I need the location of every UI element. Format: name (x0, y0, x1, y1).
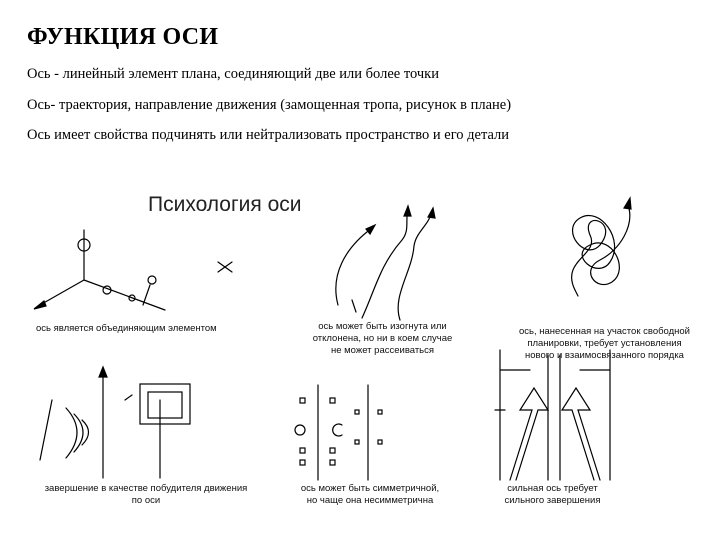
curved-axes-sketch (336, 206, 435, 320)
symmetry-sketch (295, 385, 382, 480)
caption-free-3: нового и взаимосвязанного порядка (525, 350, 684, 361)
termination-sketch (40, 367, 190, 478)
definition-line-2: Ось- траектория, направление движения (замощенная тропа, рисунок в плане) (27, 97, 512, 113)
caption-symmetry-2: но чаще она несимметрична (306, 495, 434, 506)
definition-line-3: Ось имеет свойства подчинять или нейтрализовать пространство и его детали (27, 127, 510, 143)
strong-axis-sketch (495, 350, 610, 480)
caption-termination-2: по оси (131, 495, 161, 506)
figure-heading: Психология оси (148, 193, 302, 216)
caption-curved-1: ось может быть изогнута или (318, 321, 447, 332)
caption-free-1: ось, нанесенная на участок свободной (518, 326, 690, 337)
caption-curved-2: отклонена, но ни в коем случае (312, 333, 453, 344)
caption-unifying: ось является объединяющим элементом (36, 323, 217, 334)
free-layout-scribble-sketch (572, 198, 631, 296)
caption-curved-3: не может рассеиваться (330, 345, 435, 356)
caption-strong-2: сильного завершения (504, 495, 601, 506)
caption-termination-1: завершение в качестве побудителя движения (44, 483, 248, 494)
slide-title: ФУНКЦИЯ ОСИ (27, 24, 219, 50)
definition-line-1: Ось - линейный элемент плана, соединяющий две или более точки (27, 66, 439, 82)
caption-symmetry-1: ось может быть симметричной, (300, 483, 440, 494)
caption-strong-1: сильная ось требует (507, 483, 598, 494)
unifying-axis-sketch (34, 230, 232, 310)
caption-free-2: планировки, требует установления (527, 338, 682, 349)
